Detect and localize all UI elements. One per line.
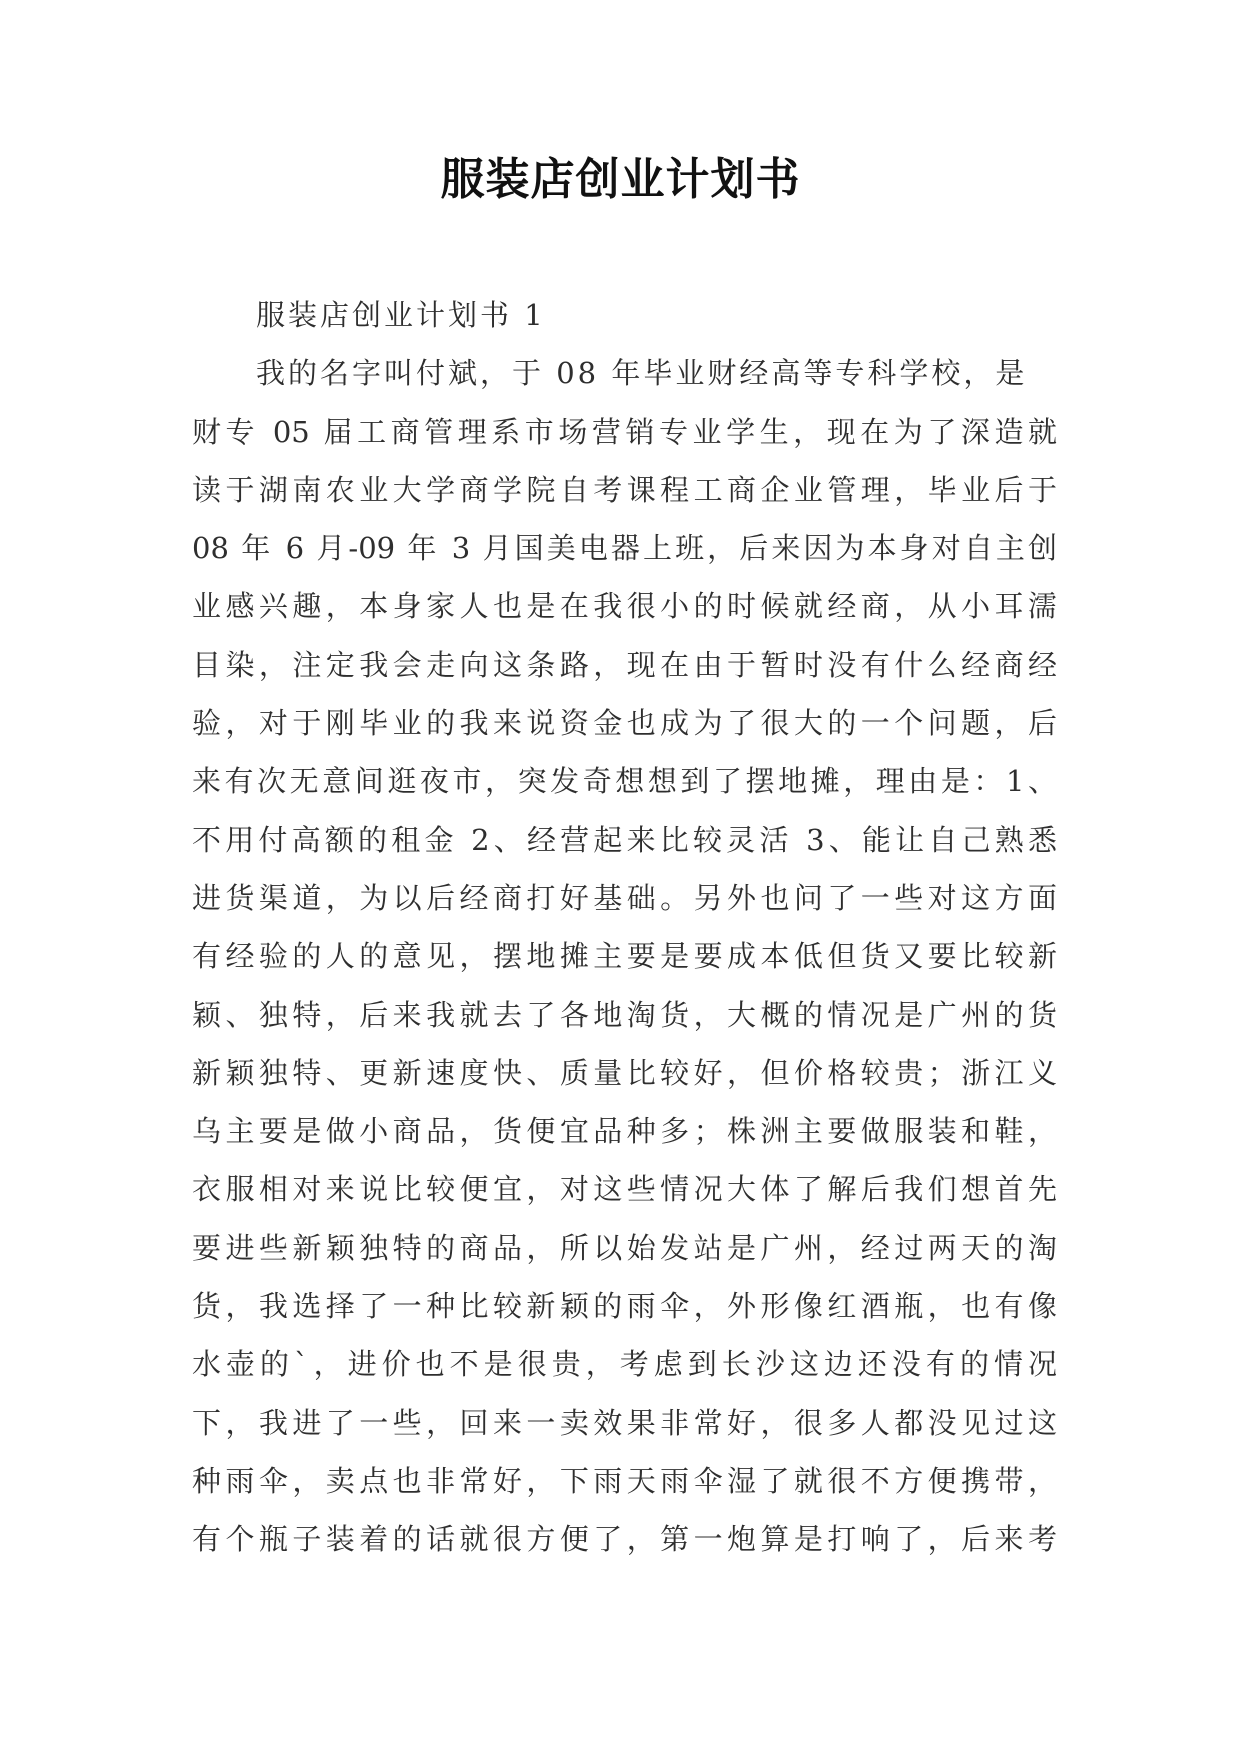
paragraph-line: 我的名字叫付斌，于 08 年毕业财经高等专科学校，是 bbox=[256, 356, 1028, 391]
paragraph-line: 衣服相对来说比较便宜，对这些情况大体了解后我们想首先 bbox=[192, 1172, 1057, 1207]
paragraph-line: 水壶的`，进价也不是很贵，考虑到长沙这边还没有的情况 bbox=[192, 1347, 1057, 1382]
paragraph-line: 颖、独特，后来我就去了各地淘货，大概的情况是广州的货 bbox=[192, 997, 1057, 1032]
paragraph-line: 验，对于刚毕业的我来说资金也成为了很大的一个问题，后 bbox=[192, 706, 1057, 741]
paragraph-line: 乌主要是做小商品，货便宜品种多；株洲主要做服装和鞋， bbox=[192, 1114, 1057, 1149]
paragraph-line: 业感兴趣，本身家人也是在我很小的时候就经商，从小耳濡 bbox=[192, 589, 1057, 624]
paragraph-line: 种雨伞，卖点也非常好，下雨天雨伞湿了就很不方便携带， bbox=[192, 1463, 1057, 1498]
paragraph-line: 目染，注定我会走向这条路，现在由于暂时没有什么经商经 bbox=[192, 647, 1057, 682]
paragraph-line: 有经验的人的意见，摆地摊主要是要成本低但货又要比较新 bbox=[192, 939, 1057, 974]
paragraph-line: 进货渠道，为以后经商打好基础。另外也问了一些对这方面 bbox=[192, 880, 1057, 915]
paragraph-line: 货，我选择了一种比较新颖的雨伞，外形像红酒瓶，也有像 bbox=[192, 1289, 1057, 1324]
paragraph-line: 财专 05 届工商管理系市场营销专业学生，现在为了深造就 bbox=[192, 414, 1057, 449]
paragraph-line: 要进些新颖独特的商品，所以始发站是广州，经过两天的淘 bbox=[192, 1230, 1057, 1265]
paragraph-line: 08 年 6 月-09 年 3 月国美电器上班，后来因为本身对自主创 bbox=[192, 531, 1057, 566]
paragraph-line: 来有次无意间逛夜市，突发奇想想到了摆地摊，理由是：1、 bbox=[192, 764, 1057, 799]
paragraph-line: 新颖独特、更新速度快、质量比较好，但价格较贵；浙江义 bbox=[192, 1055, 1057, 1090]
paragraph-line: 不用付高额的租金 2、经营起来比较灵活 3、能让自己熟悉 bbox=[192, 822, 1057, 857]
paragraph-line: 下，我进了一些，回来一卖效果非常好，很多人都没见过这 bbox=[192, 1405, 1057, 1440]
paragraph-line: 读于湖南农业大学商学院自考课程工商企业管理，毕业后于 bbox=[192, 472, 1057, 507]
section-heading: 服装店创业计划书 1 bbox=[256, 298, 546, 332]
document-body bbox=[192, 286, 1057, 1569]
paragraph-line: 有个瓶子装着的话就很方便了，第一炮算是打响了，后来考 bbox=[192, 1522, 1057, 1557]
document-title: 服装店创业计划书 bbox=[440, 154, 801, 205]
